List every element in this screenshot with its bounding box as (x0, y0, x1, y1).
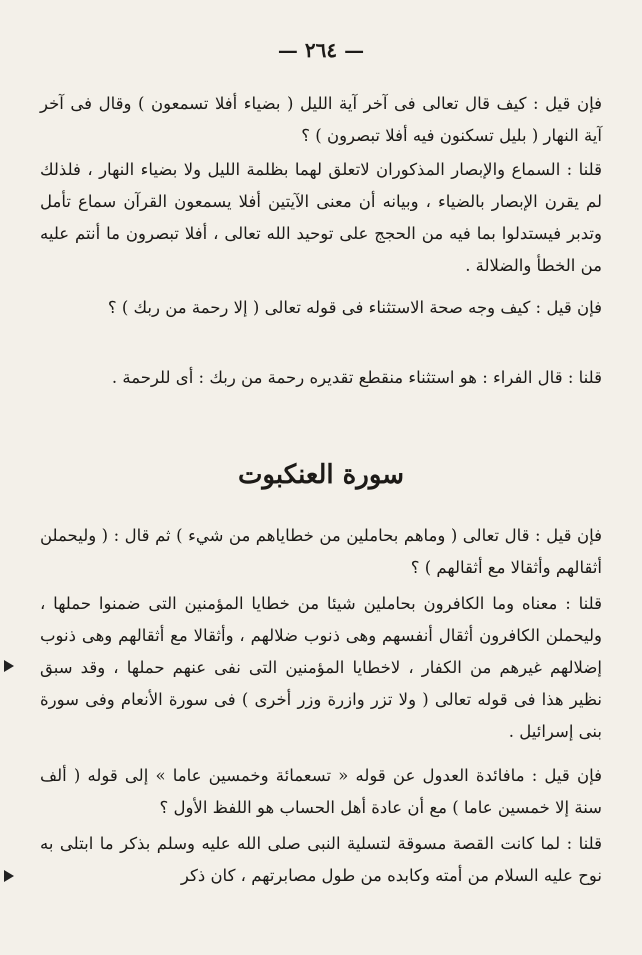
margin-arrow-icon (4, 870, 14, 882)
paragraph-text: قلنا : لما كانت القصة مسوقة لتسلية النبى صلى الله عليه وسلم بذكر ما ابتلى به نوح عليه السلام من أمته وكابده من طول مصابرتهم ، كان ذكر (40, 834, 602, 885)
paragraph-text: فإن قيل : كيف قال تعالى فى آخر آية الليل ( بضياء أفلا تسمعون ) وقال فى آخر آية النهار ( بليل تسكنون فيه أفلا تبصرون ) ؟ (40, 94, 602, 145)
paragraph-text: قلنا : السماع والإبصار المذكوران لاتعلق لهما بظلمة الليل ولا بضياء النهار ، فلذلك لم يقرن الإبصار بالضياء ، وبيانه أن معنى الآيتين أفلا يسمعون القرآن سماع تأمل وتدبر فيستدلوا بما فيه من الحجج على توحيد الله تعالى ، أفلا تبصرون ما أنتم عليه من الخطأ والضلالة . (40, 160, 602, 275)
paragraph-question-2 (40, 292, 602, 324)
paragraph-text: فإن قيل : مافائدة العدول عن قوله « تسعمائة وخمسين عاما » إلى قوله ( ألف سنة إلا خمسين عاما ) مع أن عادة أهل الحساب هو اللفظ الأول ؟ (40, 766, 602, 817)
paragraph-question-3 (40, 520, 602, 584)
paragraph-answer-3 (40, 588, 602, 748)
paragraph-answer-1 (40, 154, 602, 282)
section-title: سورة العنكبوت (237, 460, 405, 490)
paragraph-answer-2 (40, 362, 602, 394)
paragraph-text: فإن قيل : كيف وجه صحة الاستثناء فى قوله تعالى ( إلا رحمة من ربك ) ؟ (107, 298, 602, 317)
margin-arrow-icon (4, 660, 14, 672)
paragraph-answer-4 (40, 828, 602, 892)
paragraph-text: قلنا : معناه وما الكافرون بحاملين شيئا من خطايا المؤمنين التى ضمنوا حملها ، وليحملن الكافرون أثقال أنفسهم وهى ذنوب ضلالهم ، وأثقالا مع أثقالهم وهى ذنوب إضلالهم غيرهم من الكفار ، لاخطايا المؤمنين التى نفى عنهم حملها ، وقد سبق نظير هذا فى قوله تعالى ( ولا تزر وازرة وزر أخرى ) فى سورة الأنعام وفى سورة بنى إسرائيل . (40, 594, 602, 741)
paragraph-question-1 (40, 88, 602, 152)
paragraph-question-4 (40, 760, 602, 824)
paragraph-text: فإن قيل : قال تعالى ( وماهم بحاملين من خطاياهم من شيء ) ثم قال : ( وليحملن أثقالهم وأثقالا مع أثقالهم ) ؟ (40, 526, 602, 577)
page-number: — ٢٦٤ — (277, 38, 365, 62)
paragraph-text: قلنا : قال الفراء : هو استثناء منقطع تقديره رحمة من ربك : أى للرحمة . (111, 368, 602, 387)
